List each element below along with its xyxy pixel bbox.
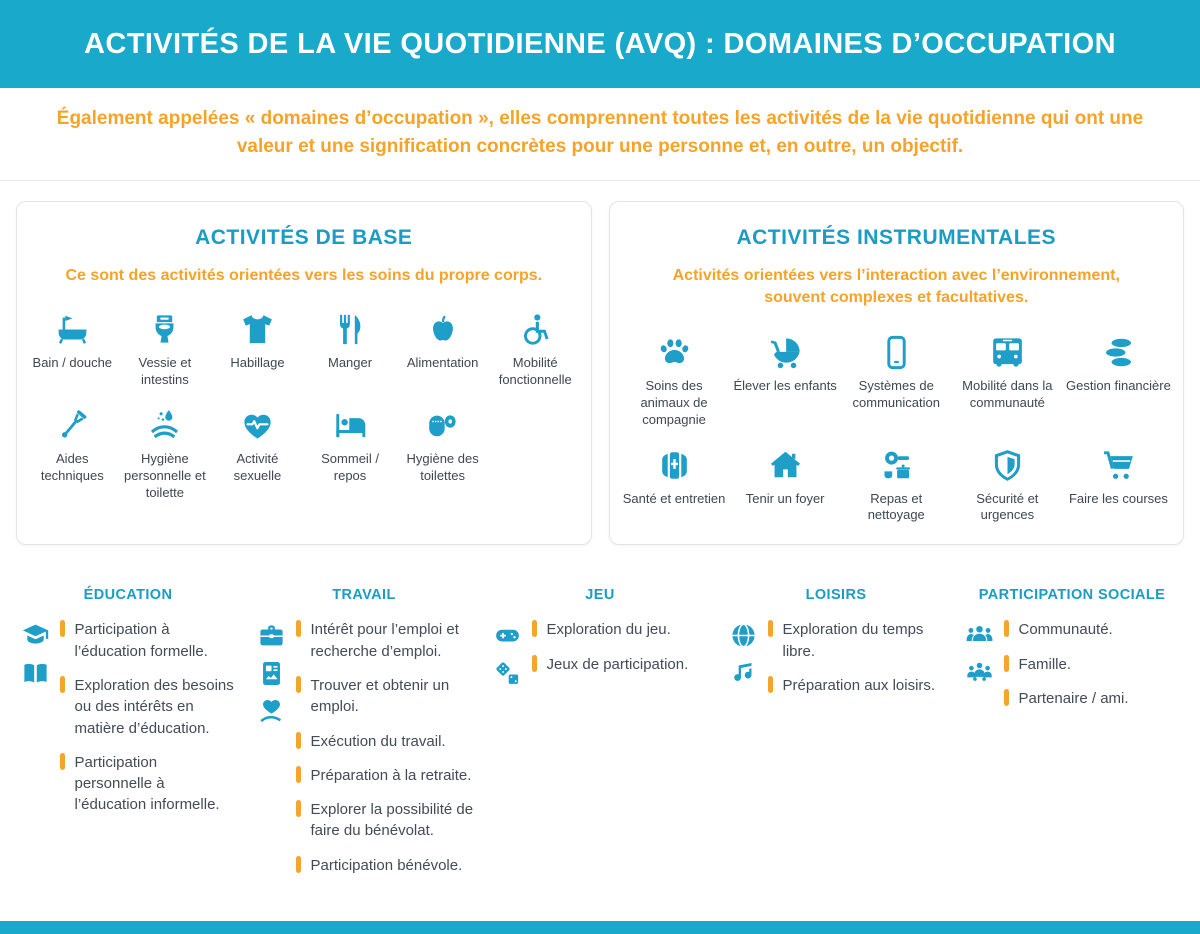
resume-icon [257,659,286,688]
activity-label: Mobilité dans la communauté [962,377,1053,410]
activity-label: Systèmes de communication [852,377,940,410]
domain-content [726,619,946,709]
activity-label: Bain / douche [32,355,113,371]
apple-icon [424,311,461,348]
domain-title: LOISIRS [805,587,867,604]
list-item [60,675,238,739]
activity-label: Manger [328,355,373,371]
community-icon [965,621,994,650]
bullet-bar [768,676,773,693]
activity-item [307,311,394,389]
list-item [768,619,946,662]
domain-title: PARTICIPATION SOCIALE [978,587,1166,604]
activity-label: Aides techniques [40,451,104,484]
cards-row [0,181,1200,565]
domain-icon-column [726,619,760,709]
list-item [1004,619,1182,640]
activity-label: Faire les courses [1068,490,1168,506]
gamepad-icon [493,621,522,650]
activity-label: Santé et entretien [622,490,726,506]
bullet-bar [60,753,65,770]
list-item [296,765,474,786]
list-item-text: Exécution du travail. [310,732,446,750]
dice-icon [493,659,522,688]
list-item [60,752,238,816]
bullet-bar [768,620,773,637]
domain-content [490,619,710,688]
domain-column-jeu [482,587,718,889]
toilet-paper-icon [424,407,461,444]
bullet-bar [60,676,65,693]
card-description: Activités orientées vers l’interaction avec l’environnement, souvent complexes et facultatives. [672,267,1120,307]
activity-label: Élever les enfants [733,377,837,393]
list-item-text: Communauté. [1018,621,1113,639]
briefcase-icon [257,621,286,650]
page-title: ACTIVITÉS DE LA VIE QUOTIDIENNE (AVQ) : DOMAINES D’OCCUPATION [84,27,1116,60]
paw-icon [656,334,693,371]
graduation-cap-icon [21,621,50,650]
bullet-bar [296,856,301,873]
domain-column--ducation [10,587,246,889]
card-title: ACTIVITÉS INSTRUMENTALES [736,226,1057,250]
activity-label: Gestion financière [1066,377,1171,393]
list-item-text: Préparation aux loisirs. [782,676,936,694]
domain-item-list [296,619,474,889]
toilet-icon [146,311,183,348]
activity-label: Repas et nettoyage [867,490,925,523]
domain-content [962,619,1182,722]
card-basic-activities [16,201,592,545]
domain-icon-column [254,619,288,889]
domain-title: JEU [585,587,615,604]
page-header [0,0,1200,88]
first-aid-icon [656,447,693,484]
activity-label: Hygiène personnelle et toilette [124,451,206,501]
domain-icon-column [962,619,996,722]
list-item [1004,688,1182,709]
list-item [296,675,474,718]
list-item [768,675,946,696]
cookware-icon [878,447,915,484]
list-item-text: Participation à l’éducation formelle. [74,621,208,660]
domain-item-list [532,619,710,688]
domain-column-loisirs [718,587,954,889]
intro-text: Également appelées « domaines d’occupation », elles comprennent toutes les activités de la vie quotidienne qui ont une valeur et une signification concrètes pour une personne et, en outre, un objectif. [56,108,1144,157]
domain-icon-column [18,619,52,828]
list-item-text: Famille. [1018,655,1072,673]
activity-item [399,407,486,502]
globe-icon [729,621,758,650]
activity-item [307,407,394,502]
bullet-bar [60,620,65,637]
bullet-bar [1004,689,1009,706]
shield-icon [989,447,1026,484]
bullet-bar [532,655,537,672]
cart-icon [1100,447,1137,484]
domain-item-list [60,619,238,828]
bullet-bar [296,766,301,783]
list-item-text: Préparation à la retraite. [310,766,472,784]
activity-item [733,447,838,525]
domain-column-participation-sociale [954,587,1190,889]
list-item [532,654,710,675]
list-item-text: Jeux de participation. [546,655,689,673]
activity-item [214,311,301,389]
activity-item [844,447,949,525]
open-book-icon [21,659,50,688]
house-icon [767,447,804,484]
bathtub-icon [54,311,91,348]
bullet-bar [532,620,537,637]
smartphone-icon [878,334,915,371]
activity-item [29,407,116,502]
list-item-text: Participation bénévole. [310,856,463,874]
activity-item [122,407,209,502]
domain-content [18,619,238,828]
occupation-domains-section [0,565,1200,889]
card-title: ACTIVITÉS DE BASE [195,226,413,250]
domain-item-list [1004,619,1182,722]
activity-item [29,311,116,389]
list-item [532,619,710,640]
list-item [296,855,474,876]
bed-icon [332,407,369,444]
bullet-bar [296,620,301,637]
card-instrumental-activities [609,201,1185,545]
list-item-text: Participation personnelle à l’éducation informelle. [74,753,220,814]
list-item-text: Explorer la possibilité de faire du bénévolat. [310,801,474,840]
tshirt-icon [239,311,276,348]
activity-label: Alimentation [406,355,479,371]
list-item-text: Exploration des besoins ou des intérêts en matière d’éducation. [74,676,234,737]
activity-item [492,311,579,389]
coins-icon [1100,334,1137,371]
activity-item [214,407,301,502]
bullet-bar [296,732,301,749]
domain-item-list [768,619,946,709]
list-item [296,731,474,752]
activity-label: Soins des animaux de compagnie [640,377,708,427]
list-item [296,799,474,842]
activity-item [955,334,1060,429]
list-item [1004,654,1182,675]
activity-item [622,447,727,525]
activity-item [399,311,486,389]
list-item-text: Trouver et obtenir un emploi. [310,676,450,716]
list-item-text: Partenaire / ami. [1018,689,1129,707]
list-item-text: Exploration du jeu. [546,621,671,639]
activity-label: Tenir un foyer [745,490,825,506]
activity-item [622,334,727,429]
activity-label: Vessie et intestins [138,355,192,388]
card-description: Ce sont des activités orientées vers les soins du propre corps. [65,267,543,285]
family-icon [965,659,994,688]
bullet-bar [1004,655,1009,672]
bus-icon [989,334,1026,371]
activity-label: Habillage [230,355,285,371]
domain-title: ÉDUCATION [83,587,173,604]
activity-label: Mobilité fonctionnelle [498,355,572,388]
domain-content [254,619,474,889]
music-note-icon [729,659,758,688]
activity-label: Sommeil / repos [321,451,379,484]
heart-pulse-icon [239,407,276,444]
bullet-bar [296,676,301,693]
basic-activities-grid [29,311,579,501]
instrumental-activities-grid [622,334,1172,524]
activity-item [955,447,1060,525]
bullet-bar [296,800,301,817]
activity-item [1066,334,1171,429]
activity-label: Sécurité et urgences [976,490,1039,523]
activity-item [1066,447,1171,525]
wheelchair-icon [517,311,554,348]
activity-item [733,334,838,429]
utensils-icon [332,311,369,348]
activity-label: Hygiène des toilettes [406,451,479,484]
activity-item [122,311,209,389]
stroller-icon [767,334,804,371]
hand-washing-icon [146,407,183,444]
intro-section [0,88,1200,181]
crutch-icon [54,407,91,444]
domain-column-travail [246,587,482,889]
domain-icon-column [490,619,524,688]
bullet-bar [1004,620,1009,637]
hand-heart-icon [257,697,286,726]
activity-item [844,334,949,429]
list-item-text: Exploration du temps libre. [782,621,924,660]
domain-title: TRAVAIL [332,587,396,604]
activity-label: Activité sexuelle [233,451,282,484]
list-item [60,619,238,662]
list-item-text: Intérêt pour l’emploi et recherche d’emploi. [310,621,459,660]
list-item [296,619,474,662]
footer-bar [0,921,1200,934]
